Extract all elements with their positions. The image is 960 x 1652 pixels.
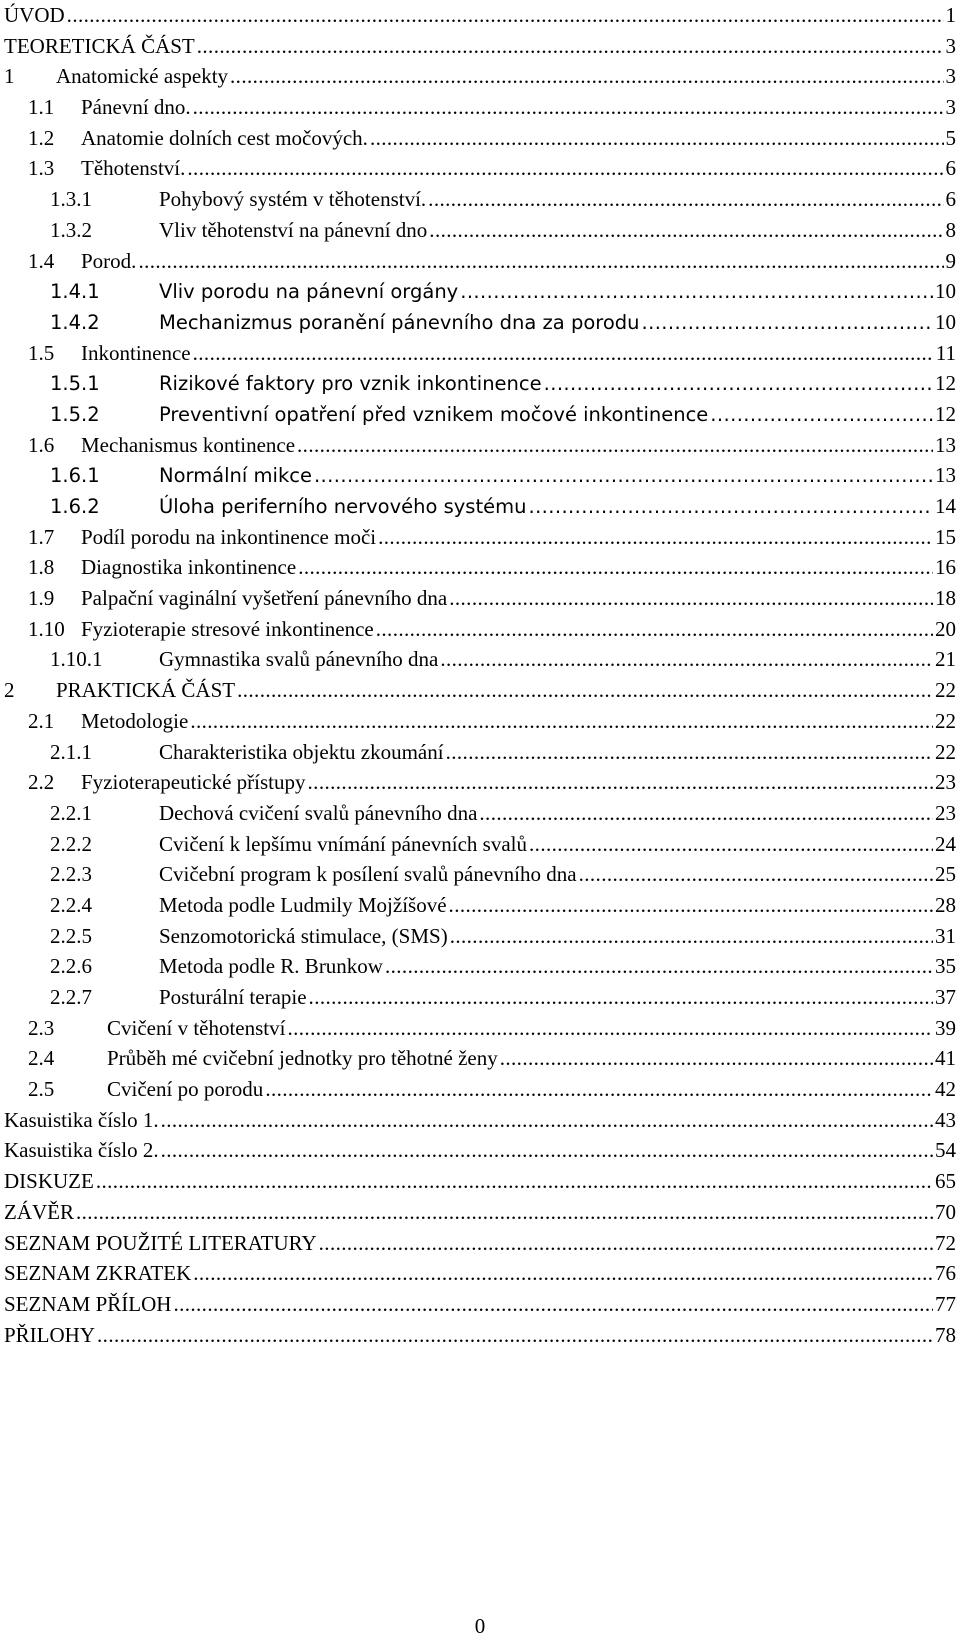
toc-entry-number: 1.5.2 — [50, 402, 100, 426]
toc-entry[interactable] — [4, 430, 956, 461]
toc-entry-title: Anatomie dolních cest močových. — [81, 125, 368, 150]
dot-leader — [449, 583, 933, 614]
table-of-contents — [4, 0, 956, 1350]
toc-entry-number: 2.1 — [28, 708, 55, 733]
toc-entry[interactable] — [4, 829, 956, 860]
dot-leader — [500, 1043, 933, 1074]
toc-entry-number: 2.4 — [28, 1046, 55, 1071]
toc-entry-number: 1.3.1 — [50, 187, 92, 212]
toc-entry-number: 2.2.6 — [50, 954, 92, 979]
toc-entry-page: 10 — [935, 309, 956, 334]
dot-leader — [161, 1105, 933, 1136]
toc-entry-page: 14 — [935, 494, 956, 518]
toc-entry[interactable] — [4, 1013, 956, 1044]
toc-entry[interactable] — [4, 338, 956, 369]
toc-entry[interactable] — [4, 0, 956, 31]
toc-entry-page: 10 — [935, 279, 956, 304]
toc-entry[interactable] — [4, 460, 956, 491]
toc-entry[interactable] — [4, 767, 956, 798]
toc-entry-page: 3 — [945, 95, 956, 120]
toc-entry-number: 2.2.2 — [50, 831, 92, 856]
toc-entry-title: Senzomotorická stimulace, (SMS) — [159, 923, 448, 948]
toc-entry[interactable] — [4, 706, 956, 737]
toc-entry-title: SEZNAM PŘÍLOH — [4, 1291, 172, 1316]
dot-leader — [710, 400, 933, 431]
dot-leader — [190, 706, 933, 737]
toc-entry[interactable] — [4, 552, 956, 583]
toc-entry[interactable] — [4, 1320, 956, 1351]
toc-entry-page: 76 — [935, 1261, 956, 1286]
toc-entry-title: Vliv porodu na pánevní orgány — [159, 280, 459, 304]
toc-entry-page: 41 — [935, 1046, 956, 1071]
toc-entry-title: Palpační vaginální vyšetření pánevního dna — [81, 586, 448, 611]
dot-leader — [309, 982, 933, 1013]
toc-entry[interactable] — [4, 737, 956, 768]
dot-leader — [579, 859, 933, 890]
toc-entry-number: 1.4.1 — [50, 280, 100, 304]
toc-entry-page: 20 — [935, 616, 956, 641]
toc-entry-page: 18 — [935, 586, 956, 611]
toc-entry-number: 1.6 — [28, 432, 55, 457]
toc-entry[interactable] — [4, 307, 956, 338]
toc-entry-title: Mechanismus kontinence — [81, 432, 296, 457]
toc-entry[interactable] — [4, 1228, 956, 1259]
toc-entry[interactable] — [4, 982, 956, 1013]
dot-leader — [76, 1197, 933, 1228]
toc-entry-title: ÚVOD — [4, 3, 65, 27]
dot-leader — [314, 461, 933, 492]
toc-entry[interactable] — [4, 276, 956, 307]
toc-entry-number: 1.1 — [28, 95, 55, 120]
toc-entry-title: Metoda podle Ludmily Mojžíšové — [159, 892, 447, 917]
dot-leader — [529, 829, 933, 860]
toc-entry-title: SEZNAM POUŽITÉ LITERATURY — [4, 1230, 317, 1255]
toc-entry-title: Cvičební program k posílení svalů pánevního dna — [159, 862, 577, 887]
dot-leader — [528, 492, 933, 523]
dot-leader — [440, 644, 933, 675]
dot-leader — [428, 184, 943, 215]
toc-entry-page: 21 — [935, 647, 956, 672]
dot-leader — [450, 921, 933, 952]
toc-entry-page: 6 — [945, 156, 956, 181]
toc-entry[interactable] — [4, 890, 956, 921]
toc-entry-title: Vliv těhotenství na pánevní dno — [159, 217, 428, 242]
dot-leader — [479, 798, 933, 829]
dot-leader — [161, 1135, 933, 1166]
toc-entry-title: Metodologie — [81, 708, 189, 733]
dot-leader — [193, 1258, 933, 1289]
dot-leader — [460, 277, 933, 308]
toc-entry-title: Rizikové faktory pro vznik inkontinence — [159, 372, 542, 396]
toc-entry[interactable] — [4, 951, 956, 982]
toc-entry-title: Průběh mé cvičební jednotky pro těhotné ženy — [107, 1046, 498, 1071]
toc-entry[interactable] — [4, 1289, 956, 1320]
toc-entry-page: 9 — [945, 248, 956, 273]
toc-entry-title: Diagnostika inkontinence — [81, 555, 297, 580]
toc-entry-number: 1.5 — [28, 340, 55, 365]
toc-entry-page: 70 — [935, 1199, 956, 1224]
toc-entry-title: Metoda podle R. Brunkow — [159, 954, 383, 979]
toc-entry-page: 31 — [935, 923, 956, 948]
toc-entry[interactable] — [4, 921, 956, 952]
toc-entry[interactable] — [4, 583, 956, 614]
toc-entry-number: 1.4.2 — [50, 310, 100, 334]
toc-entry[interactable] — [4, 522, 956, 553]
toc-entry[interactable] — [4, 1258, 956, 1289]
toc-entry-title: ZÁVĚR — [4, 1199, 74, 1224]
toc-entry[interactable] — [4, 31, 956, 62]
toc-entry-page: 37 — [935, 985, 956, 1009]
toc-entry-page: 25 — [935, 862, 956, 887]
toc-entry-title: Fyzioterapeutické přístupy — [81, 770, 306, 795]
toc-entry-title: Charakteristika objektu zkoumání — [159, 739, 444, 764]
toc-entry-page: 11 — [935, 340, 956, 365]
toc-entry-number: 1.3.2 — [50, 217, 92, 242]
dot-leader — [187, 153, 943, 184]
dot-leader — [265, 1074, 933, 1105]
dot-leader — [237, 675, 933, 706]
toc-entry-page: 3 — [945, 64, 956, 89]
toc-entry[interactable] — [4, 184, 956, 215]
toc-entry-page: 35 — [935, 954, 956, 979]
toc-entry-title: Anatomické aspekty — [56, 64, 229, 89]
toc-entry-title: Kasuistika číslo 1. — [4, 1107, 159, 1132]
toc-entry-page: 6 — [945, 187, 956, 212]
toc-entry[interactable] — [4, 153, 956, 184]
toc-entry-page: 22 — [935, 708, 956, 733]
toc-entry-title: TEORETICKÁ ČÁST — [4, 33, 195, 58]
toc-entry-page: 22 — [935, 739, 956, 764]
dot-leader — [446, 737, 933, 768]
toc-entry-page: 8 — [945, 217, 956, 242]
toc-entry[interactable] — [4, 399, 956, 430]
dot-leader — [230, 61, 943, 92]
toc-entry-number: 1.2 — [28, 125, 55, 150]
toc-entry-title: PŘILOHY — [4, 1322, 96, 1347]
toc-entry-number: 1.6.2 — [50, 495, 100, 518]
toc-entry-title: SEZNAM ZKRATEK — [4, 1261, 192, 1286]
toc-entry-title: Gymnastika svalů pánevního dna — [159, 647, 439, 672]
toc-entry-number: 1.6.1 — [50, 464, 100, 488]
toc-entry-number: 2.2.1 — [50, 800, 92, 825]
toc-entry[interactable] — [4, 491, 956, 522]
toc-entry-title: Těhotenství. — [81, 156, 186, 181]
toc-entry-number: 2.2.7 — [50, 985, 92, 1009]
toc-entry-page: 12 — [935, 371, 956, 396]
dot-leader — [173, 1289, 933, 1320]
toc-entry-page: 78 — [935, 1322, 956, 1347]
toc-entry[interactable] — [4, 1105, 956, 1136]
dot-leader — [370, 123, 944, 154]
toc-entry-title: Normální mikce — [159, 464, 312, 488]
dot-leader — [642, 308, 933, 339]
dot-leader — [67, 0, 944, 31]
toc-entry[interactable] — [4, 1043, 956, 1074]
toc-entry-page: 65 — [935, 1169, 956, 1194]
dot-leader — [378, 522, 933, 553]
dot-leader — [429, 215, 943, 246]
toc-entry-title: Fyzioterapie stresové inkontinence — [81, 616, 374, 641]
toc-entry-page: 13 — [935, 463, 956, 488]
toc-entry-page: 23 — [935, 770, 956, 795]
toc-entry-page: 28 — [935, 892, 956, 917]
dot-leader — [308, 767, 933, 798]
toc-entry-number: 1.4 — [28, 248, 55, 273]
toc-entry-title: Úloha periferního nervového systému — [159, 495, 527, 518]
toc-entry-title: Mechanizmus poranění pánevního dna za porodu — [159, 310, 640, 334]
dot-leader — [97, 1320, 933, 1351]
toc-entry-page: 54 — [935, 1138, 956, 1163]
toc-entry-title: Pánevní dno. — [81, 95, 191, 120]
toc-entry-title: PRAKTICKÁ ČÁST — [56, 678, 236, 703]
dot-leader — [544, 369, 933, 400]
toc-entry[interactable] — [4, 614, 956, 645]
toc-entry-title: Preventivní opatření před vznikem močové inkontinence — [159, 402, 709, 426]
toc-entry[interactable] — [4, 92, 956, 123]
toc-entry-number: 1.7 — [28, 524, 55, 549]
dot-leader — [297, 430, 933, 461]
toc-entry-page: 72 — [935, 1230, 956, 1255]
dot-leader — [376, 614, 933, 645]
toc-entry[interactable] — [4, 1166, 956, 1197]
toc-entry-page: 13 — [935, 432, 956, 457]
toc-entry-number: 1.5.1 — [50, 372, 100, 396]
dot-leader — [287, 1013, 933, 1044]
toc-entry-page: 15 — [935, 524, 956, 549]
dot-leader — [298, 552, 933, 583]
toc-entry-title: Cvičení po porodu — [107, 1077, 264, 1102]
toc-entry-page: 1 — [945, 3, 956, 27]
dot-leader — [319, 1228, 933, 1259]
toc-entry-page: 43 — [935, 1107, 956, 1132]
toc-entry-page: 77 — [935, 1291, 956, 1316]
toc-entry-number: 1 — [4, 64, 15, 89]
toc-entry-title: Kasuistika číslo 2. — [4, 1138, 159, 1163]
toc-entry[interactable] — [4, 1074, 956, 1105]
toc-entry[interactable] — [4, 123, 956, 154]
toc-entry-title: Cvičení v těhotenství — [107, 1015, 286, 1040]
dot-leader — [193, 92, 944, 123]
dot-leader — [138, 246, 943, 277]
toc-entry-page: 23 — [935, 800, 956, 825]
toc-entry-number: 1.10 — [28, 616, 65, 641]
toc-entry-page: 42 — [935, 1077, 956, 1102]
toc-entry[interactable] — [4, 1135, 956, 1166]
toc-entry-page: 3 — [945, 33, 956, 58]
dot-leader — [193, 338, 934, 369]
toc-entry-page: 12 — [935, 401, 956, 426]
toc-entry-title: DISKUZE — [4, 1169, 94, 1194]
toc-entry-title: Podíl porodu na inkontinence moči — [81, 524, 377, 549]
dot-leader — [449, 890, 933, 921]
toc-entry-page: 5 — [945, 125, 956, 150]
toc-entry-number: 2.2.5 — [50, 923, 92, 948]
toc-entry-title: Cvičení k lepšímu vnímání pánevních svalů — [159, 831, 528, 856]
toc-entry[interactable] — [4, 368, 956, 399]
toc-entry-number: 2 — [4, 678, 15, 703]
toc-entry-number: 2.2.4 — [50, 892, 92, 917]
toc-entry[interactable] — [4, 798, 956, 829]
toc-entry[interactable] — [4, 1197, 956, 1228]
dot-leader — [197, 31, 944, 62]
toc-entry-number: 1.9 — [28, 586, 55, 611]
toc-entry-number: 1.8 — [28, 555, 55, 580]
toc-entry-number: 2.1.1 — [50, 739, 92, 764]
toc-entry[interactable] — [4, 644, 956, 675]
page-number: 0 — [474, 1614, 486, 1638]
toc-entry-number: 1.3 — [28, 156, 55, 181]
toc-entry-page: 16 — [935, 555, 956, 580]
toc-entry-title: Inkontinence — [81, 340, 191, 365]
toc-entry[interactable] — [4, 215, 956, 246]
toc-entry[interactable] — [4, 246, 956, 277]
toc-entry-title: Posturální terapie — [159, 985, 307, 1009]
toc-entry[interactable] — [4, 859, 956, 890]
toc-entry-number: 2.3 — [28, 1015, 55, 1040]
toc-entry[interactable] — [4, 61, 956, 92]
toc-entry-page: 24 — [935, 831, 956, 856]
toc-entry-number: 2.2.3 — [50, 862, 92, 887]
toc-entry-page: 22 — [935, 678, 956, 703]
toc-entry-title: Porod. — [81, 248, 137, 273]
dot-leader — [96, 1166, 933, 1197]
dot-leader — [385, 951, 933, 982]
toc-entry-number: 1.10.1 — [50, 647, 103, 672]
toc-entry-title: Dechová cvičení svalů pánevního dna — [159, 800, 478, 825]
toc-entry-page: 39 — [935, 1015, 956, 1040]
toc-entry-number: 2.5 — [28, 1077, 55, 1102]
toc-entry-number: 2.2 — [28, 770, 55, 795]
toc-entry[interactable] — [4, 675, 956, 706]
toc-entry-title: Pohybový systém v těhotenství. — [159, 187, 427, 212]
